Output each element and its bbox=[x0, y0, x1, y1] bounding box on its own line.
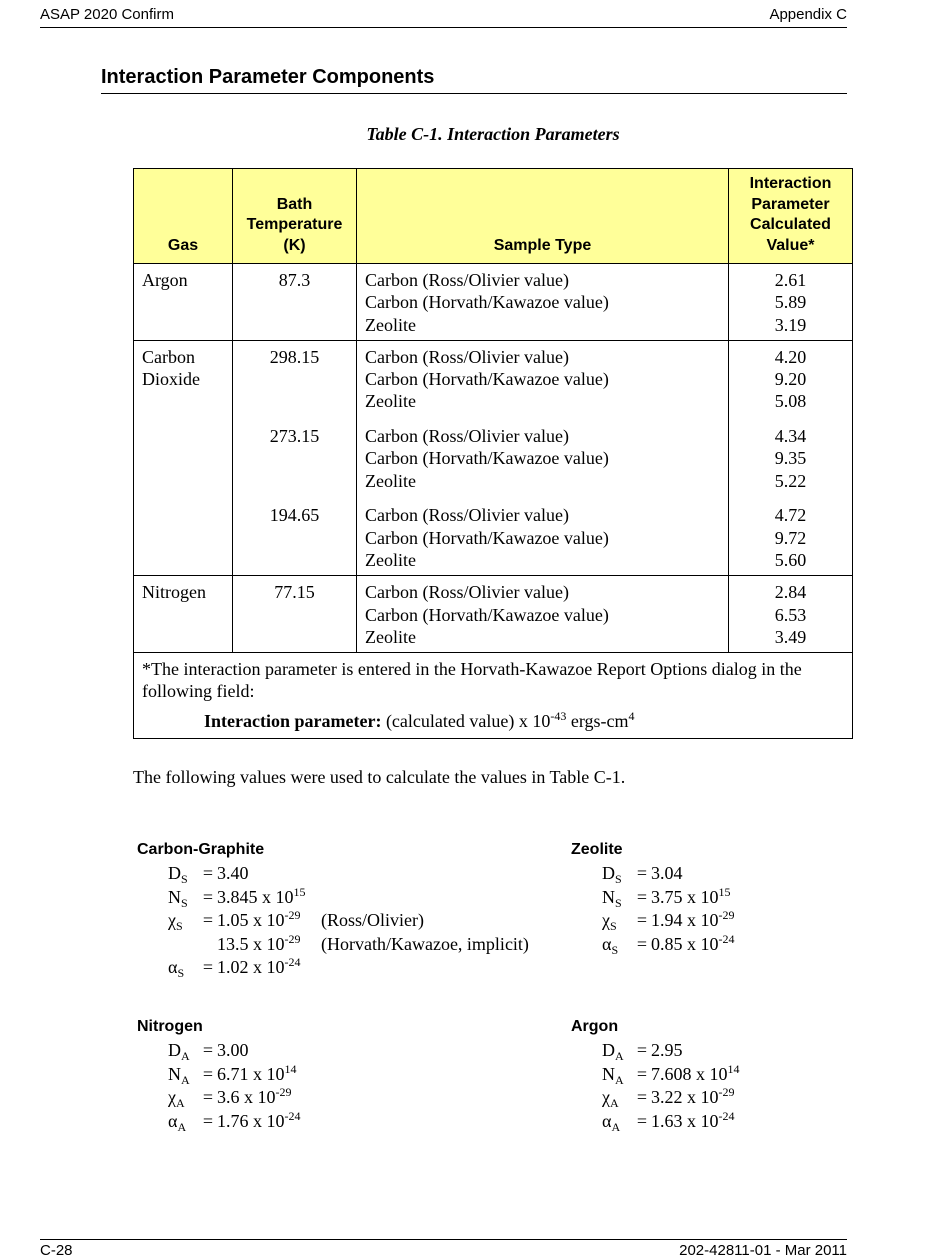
formula-label: Interaction parameter: bbox=[204, 711, 382, 732]
header-temp-line: Bath bbox=[276, 195, 313, 213]
param-value: 5.08 bbox=[774, 391, 807, 412]
bath-temp: 77.15 bbox=[274, 582, 315, 603]
header-bath-temperature bbox=[233, 169, 357, 263]
nitrogen-params bbox=[137, 1018, 437, 1133]
sample-type: Carbon (Horvath/Kawazoe value) bbox=[365, 448, 609, 469]
param-value: 3.49 bbox=[774, 626, 807, 647]
param-row: $\alpha_S$ = 1.02 x $10^{-24}$ bbox=[168, 955, 301, 980]
param-value: 2.84 bbox=[774, 582, 807, 603]
chi-note: (Ross/Olivier) bbox=[321, 910, 424, 930]
header-interaction-value bbox=[729, 169, 852, 263]
header-sample-type: Sample Type bbox=[357, 169, 729, 263]
formula-text: (calculated value) x 10 bbox=[381, 711, 551, 732]
param-row: $\chi_A$ = 3.22 x $10^{-29}$ bbox=[602, 1085, 735, 1110]
running-header bbox=[40, 6, 847, 28]
formula-unit-exponent: 4 bbox=[628, 709, 635, 724]
param-block-title: Carbon-Graphite bbox=[137, 841, 265, 858]
header-appendix: Appendix C bbox=[769, 6, 847, 23]
param-row: $\chi_S$ = 1.05 x $10^{-29}$ (Ross/Olivier) bbox=[168, 908, 424, 933]
param-row: $\alpha_A$ = 1.63 x $10^{-24}$ bbox=[602, 1108, 735, 1134]
param-value: 5.60 bbox=[774, 550, 807, 571]
table-row-nitrogen bbox=[134, 576, 852, 653]
param-value: 5.89 bbox=[774, 292, 807, 313]
sample-type: Carbon (Ross/Olivier value) bbox=[365, 270, 569, 290]
gas-cell bbox=[134, 264, 233, 340]
gas-cell bbox=[134, 341, 233, 575]
sample-type: Carbon (Ross/Olivier value) bbox=[365, 426, 569, 447]
param-row: $\alpha_S$ = 0.85 x $10^{-24}$ bbox=[602, 931, 735, 957]
param-value: 6.53 bbox=[774, 604, 807, 625]
sample-type: Carbon (Ross/Olivier value) bbox=[365, 346, 569, 367]
param-block-title: Nitrogen bbox=[137, 1018, 203, 1035]
sample-type: Carbon (Ross/Olivier value) bbox=[365, 582, 569, 603]
param-row: $D_S$ = 3.04 bbox=[602, 863, 683, 886]
carbon-graphite-params bbox=[137, 841, 557, 980]
running-footer bbox=[40, 1239, 847, 1260]
param-row: $D_S$ = 3.40 bbox=[168, 863, 249, 886]
zeolite-params bbox=[571, 841, 831, 956]
param-row: $\chi_A$ = 3.6 x $10^{-29}$ bbox=[168, 1085, 292, 1110]
intro-text: The following values were used to calculate the values in Table C-1. bbox=[133, 767, 626, 787]
param-value: 2.61 bbox=[774, 270, 807, 290]
sample-cell bbox=[357, 341, 729, 575]
param-block-title: Argon bbox=[571, 1018, 619, 1035]
value-cell bbox=[729, 264, 852, 340]
interaction-parameters-table bbox=[133, 168, 853, 739]
footnote-text: *The interaction parameter is entered in the Horvath-Kawazoe Report Options dialog in the following field: bbox=[142, 659, 802, 702]
gas-name: Dioxide bbox=[142, 369, 200, 390]
sample-type: Carbon (Horvath/Kawazoe value) bbox=[365, 604, 609, 625]
argon-params bbox=[571, 1018, 831, 1133]
formula-unit: ergs-cm bbox=[566, 711, 629, 732]
value-cell bbox=[729, 576, 852, 652]
header-value-line: Interaction bbox=[749, 175, 832, 192]
formula-exponent: -43 bbox=[550, 709, 567, 724]
header-value-line: Value* bbox=[766, 236, 815, 254]
param-value: 4.20 bbox=[774, 346, 807, 367]
bath-temp: 273.15 bbox=[269, 426, 320, 447]
param-value: 3.19 bbox=[774, 314, 807, 335]
header-doc-title: ASAP 2020 Confirm bbox=[40, 6, 174, 23]
gas-name: Argon bbox=[142, 270, 188, 290]
sample-type: Carbon (Horvath/Kawazoe value) bbox=[365, 292, 609, 313]
value-cell bbox=[729, 341, 852, 575]
header-value-line: Parameter bbox=[751, 195, 830, 213]
bath-temp: 194.65 bbox=[269, 505, 320, 526]
table-header-row bbox=[134, 169, 852, 264]
chi-note: (Horvath/Kawazoe, implicit) bbox=[321, 933, 529, 954]
sample-type: Zeolite bbox=[365, 470, 416, 491]
param-row: $\chi_S$ = 1.94 x $10^{-29}$ bbox=[602, 908, 735, 933]
document-number: 202-42811-01 - Mar 2011 bbox=[679, 1242, 847, 1259]
param-row: $N_A$ = 7.608 x $10^{14}$ bbox=[602, 1061, 740, 1087]
table-footnote bbox=[134, 653, 852, 738]
sample-type: Zeolite bbox=[365, 391, 416, 412]
header-gas: Gas bbox=[134, 169, 233, 263]
param-value: 9.20 bbox=[774, 369, 807, 390]
table-row-argon bbox=[134, 264, 852, 341]
bath-temp: 298.15 bbox=[269, 346, 320, 367]
sample-cell bbox=[357, 576, 729, 652]
gas-cell bbox=[134, 576, 233, 652]
header-temp-line: (K) bbox=[283, 236, 306, 254]
gas-name: Carbon bbox=[142, 346, 195, 367]
sample-cell bbox=[357, 264, 729, 340]
param-row: $D_A$ = 3.00 bbox=[168, 1040, 249, 1063]
param-block-title: Zeolite bbox=[571, 841, 623, 858]
section-title: Interaction Parameter Components bbox=[101, 66, 847, 94]
header-value-line: Calculated bbox=[750, 216, 831, 233]
param-row: 13.5 x $10^{-29}$ (Horvath/Kawazoe, implicit) bbox=[168, 933, 557, 957]
bath-temp: 87.3 bbox=[278, 270, 311, 290]
temp-cell bbox=[233, 264, 357, 340]
param-row: $N_A$ = 6.71 x $10^{14}$ bbox=[168, 1061, 297, 1087]
page-number: C-28 bbox=[40, 1242, 73, 1259]
sample-type: Carbon (Horvath/Kawazoe value) bbox=[365, 527, 609, 548]
sample-type: Carbon (Horvath/Kawazoe value) bbox=[365, 369, 609, 390]
param-value: 4.34 bbox=[774, 426, 807, 447]
header-temp-line: Temperature bbox=[246, 216, 343, 233]
gas-name: Nitrogen bbox=[142, 582, 206, 603]
param-value: 9.72 bbox=[774, 527, 807, 548]
param-row: $N_S$ = 3.75 x $10^{15}$ bbox=[602, 884, 731, 910]
temp-cell bbox=[233, 576, 357, 652]
sample-type: Carbon (Ross/Olivier value) bbox=[365, 505, 569, 526]
param-value: 4.72 bbox=[774, 505, 807, 526]
footnote-formula bbox=[142, 710, 848, 732]
param-row: $\alpha_A$ = 1.76 x $10^{-24}$ bbox=[168, 1108, 301, 1134]
param-row: $N_S$ = 3.845 x $10^{15}$ bbox=[168, 884, 306, 910]
sample-type: Zeolite bbox=[365, 550, 416, 571]
param-value: 9.35 bbox=[774, 448, 807, 469]
table-row-carbon-dioxide bbox=[134, 341, 852, 576]
param-row: $D_A$ = 2.95 bbox=[602, 1040, 683, 1063]
sample-type: Zeolite bbox=[365, 314, 416, 335]
table-caption: Table C-1. Interaction Parameters bbox=[366, 124, 620, 144]
sample-type: Zeolite bbox=[365, 626, 416, 647]
param-value: 5.22 bbox=[774, 470, 807, 491]
temp-cell bbox=[233, 341, 357, 575]
